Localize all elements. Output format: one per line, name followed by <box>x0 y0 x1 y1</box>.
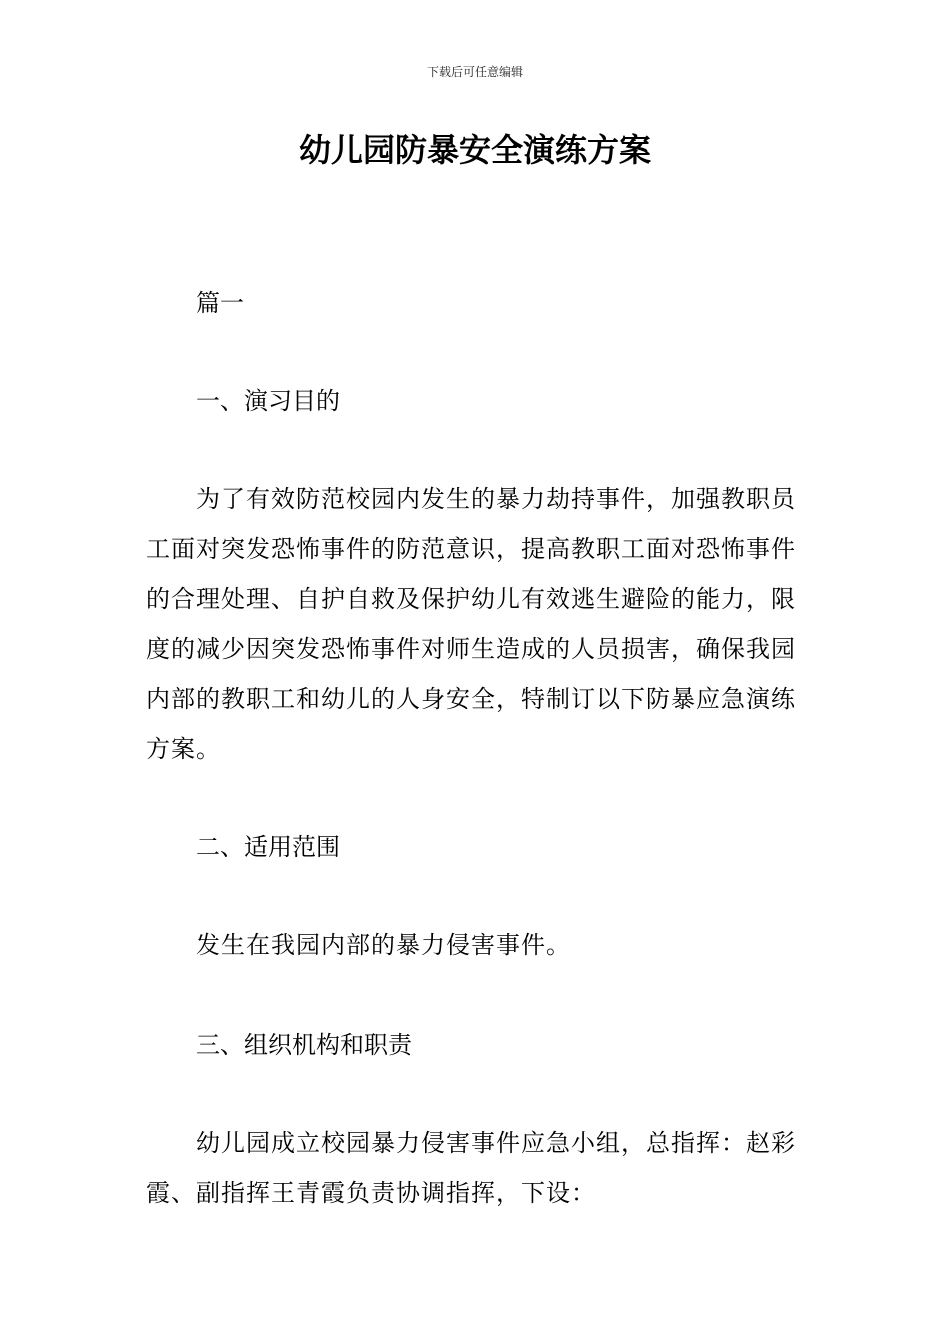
section-body-purpose: 为了有效防范校园内发生的暴力劫持事件，加强教职员工面对突发恐怖事件的防范意识，提高教职工面对恐怖事件的合理处理、自护自救及保护幼儿有效逃生避险的能力，限度的减少因突发恐怖事件对师生造成的人员损害，确保我园内部的教职工和幼儿的人身安全，特制订以下防暴应急演练方案。 <box>146 485 796 763</box>
section-body-scope: 发生在我园内部的暴力侵害事件。 <box>196 931 571 959</box>
section-heading-organization: 三、组织机构和职责 <box>196 1031 412 1059</box>
part-label: 篇一 <box>196 289 244 317</box>
section-heading-scope: 二、适用范围 <box>196 833 340 861</box>
header-note: 下载后可任意编辑 <box>426 65 523 79</box>
section-body-organization: 幼儿园成立校园暴力侵害事件应急小组，总指挥：赵彩霞、副指挥王青霞负责协调指挥，下设： <box>146 1129 796 1207</box>
section-heading-purpose: 一、演习目的 <box>196 387 340 415</box>
document-title: 幼儿园防暴安全演练方案 <box>298 131 651 169</box>
